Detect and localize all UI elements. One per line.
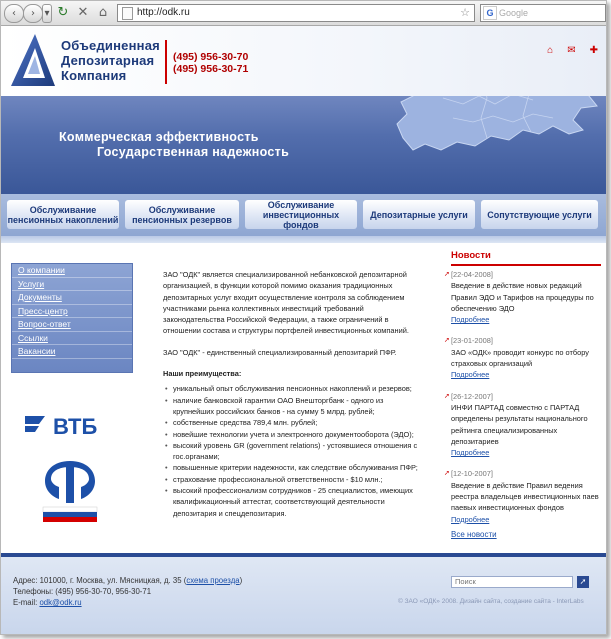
- reload-button[interactable]: [55, 4, 71, 21]
- news-item: [444, 269, 601, 325]
- bookmark-star-icon[interactable]: ☆: [460, 7, 470, 19]
- home-icon: ⌂: [98, 5, 108, 20]
- slogan: [59, 130, 289, 160]
- footer-phones: Телефоны: (495) 956-30-70, 956-30-71: [13, 587, 152, 596]
- copyright: © ЗАО «ОДК» 2008. Дизайн сайта, создание сайта - InterLabs: [398, 598, 584, 605]
- side-menu-item-faq[interactable]: Вопрос-ответ: [12, 318, 132, 332]
- news-more-link[interactable]: Подробнее: [451, 514, 490, 524]
- contact-info: [13, 575, 242, 608]
- arrow-icon: ➚: [579, 577, 587, 586]
- news-more-link[interactable]: Подробнее: [451, 370, 490, 380]
- news-text: Введение в действие новых редакций Правил ЭДО и Тарифов на процедуры по обеспечению ЭДО: [451, 281, 594, 313]
- nav-tab-label: Обслуживание пенсионных резервов: [132, 204, 232, 225]
- arrow-icon: ➚: [444, 392, 450, 400]
- address-bar[interactable]: [117, 4, 475, 22]
- side-menu-item-vacancies[interactable]: Вакансии: [12, 345, 132, 359]
- site-search-button[interactable]: [577, 576, 589, 588]
- side-menu-item-documents[interactable]: Документы: [12, 291, 132, 305]
- news-text: ЗАО «ОДК» проводит конкурс по отбору страховых организаций: [451, 347, 589, 369]
- forward-arrow-icon: ›: [31, 8, 35, 19]
- news-text: ИНФИ ПАРТАД совместно с ПАРТАД определены результаты национального рейтинга специализированных депозитариев: [451, 402, 588, 446]
- nav-tab-label: Сопутствующие услуги: [487, 209, 592, 220]
- nav-tab-label: Обслуживание инвестиционных фондов: [262, 199, 340, 230]
- web-search-placeholder: Google: [499, 8, 529, 18]
- side-menu-item-press[interactable]: Пресс-центр: [12, 305, 132, 319]
- russia-map-icon: [383, 96, 606, 178]
- history-dropdown-button[interactable]: [42, 4, 52, 23]
- pfr-note: ЗАО "ОДК" - единственный специализированный депозитарий ПФР.: [163, 347, 397, 357]
- close-icon: ✕: [77, 5, 89, 20]
- advantages-list: [163, 383, 421, 519]
- news-item: [444, 391, 601, 459]
- plus-icon[interactable]: ✚: [589, 45, 598, 56]
- site-footer: [1, 557, 606, 634]
- advantage-item: • высокий профессионализм сотрудников - 25 специалистов, имеющих квалификационный аттестат, соответствующий деятельности депозитария и спецдепозитария.: [173, 485, 421, 519]
- side-menu-item-services[interactable]: Услуги: [12, 278, 132, 292]
- all-news-link[interactable]: Все новости: [451, 530, 497, 539]
- home-icon[interactable]: ⌂: [547, 45, 554, 56]
- news-list: [444, 269, 601, 535]
- advantage-item: • страхование профессиональной ответственности - $10 млн.;: [173, 474, 421, 485]
- site-header: [1, 26, 606, 96]
- advantage-item: • наличие банковской гарантии ОАО Внешторгбанк - одного из крупнейших российских банков - на сумму 5 млрд. рублей;: [173, 395, 421, 418]
- hero-banner: [1, 96, 606, 194]
- main-navigation: [1, 194, 606, 236]
- nav-tab-investment-funds[interactable]: [245, 200, 357, 229]
- phone-number: (495) 956-30-71: [173, 63, 249, 75]
- email-label: E-mail:: [13, 598, 40, 607]
- side-menu: [11, 263, 133, 373]
- email-link[interactable]: odk@odk.ru: [39, 598, 82, 607]
- back-arrow-icon: ‹: [12, 8, 16, 19]
- nav-tab-pension-reserves[interactable]: [125, 200, 239, 229]
- news-date: [26-12-2007]: [451, 391, 493, 401]
- vtb-logo-icon[interactable]: [23, 406, 107, 442]
- side-menu-item-links[interactable]: Ссылки: [12, 332, 132, 346]
- email-line: [13, 597, 242, 608]
- home-button[interactable]: [95, 4, 111, 21]
- mail-icon[interactable]: ✉: [567, 45, 576, 56]
- logo-line: Объединенная: [61, 38, 160, 53]
- phone-number: (495) 956-30-70: [173, 51, 249, 63]
- stop-button[interactable]: [75, 4, 91, 21]
- arrow-icon: ➚: [444, 271, 450, 278]
- news-text: Введение в действие Правил ведения реестра владельцев инвестиционных паев паевых инвестиционных фондов: [451, 480, 599, 513]
- nav-tab-label: Обслуживание пенсионных накоплений: [7, 204, 119, 225]
- advantage-item: • новейшие технологии учета и электронного документооборота (ЭДО);: [173, 429, 421, 440]
- news-heading: Новости: [451, 248, 601, 266]
- back-button[interactable]: [4, 4, 24, 23]
- header-icons: [533, 45, 598, 56]
- news-more-link[interactable]: Подробнее: [451, 448, 490, 458]
- page-icon: [122, 7, 133, 20]
- site-search-input[interactable]: [451, 576, 573, 588]
- header-phones: [173, 51, 248, 75]
- pfr-logo-icon[interactable]: [39, 457, 101, 525]
- forward-button[interactable]: [23, 4, 43, 23]
- main-content: [163, 269, 421, 519]
- intro-paragraph: ЗАО "ОДК" является специализированной небанковской депозитарной организацией, в функции которой помимо оказания традиционных депозитарных услуг входит осуществление контроля за соблюдением участниками рынка коллективных инвестиций требований законодательства Российской Федерации, а также ограничений в отношении состава и структуры портфелей инвестиционных компаний.: [163, 270, 409, 336]
- odk-logo-icon[interactable]: [9, 32, 57, 90]
- slogan-line: Коммерческая эффективность: [59, 130, 259, 144]
- nav-tab-label: Депозитарные услуги: [370, 209, 468, 220]
- news-item: [444, 335, 601, 380]
- news-item: [444, 468, 601, 524]
- logo-text[interactable]: [61, 38, 160, 83]
- logo-line: Депозитарная: [61, 53, 155, 68]
- chevron-down-icon: ▾: [44, 8, 50, 19]
- browser-toolbar: [1, 1, 606, 26]
- google-icon: G: [483, 6, 497, 20]
- nav-tab-depository-services[interactable]: [363, 200, 475, 229]
- address-line: Адрес: 101000, г. Москва, ул. Мясницкая, д. 35 (схема проезда): [13, 576, 243, 585]
- news-date: [12-10-2007]: [451, 469, 493, 479]
- url-text: http://odk.ru: [137, 7, 190, 18]
- nav-tab-related-services[interactable]: [481, 200, 598, 229]
- slogan-line: Государственная надежность: [97, 145, 290, 159]
- news-date: [22-04-2008]: [451, 270, 493, 279]
- reload-icon: ↻: [57, 5, 69, 20]
- nav-underline: [1, 236, 606, 243]
- advantage-item: • высокий уровень GR (government relations) - устоявшиеся отношения с гос.органами;: [173, 440, 421, 463]
- vtb-logo-text: ВТБ: [53, 414, 98, 439]
- header-divider: [165, 40, 167, 84]
- arrow-icon: ➚: [444, 337, 450, 345]
- advantage-item: • уникальный опыт обслуживания пенсионных накоплений и резервов;: [173, 383, 421, 394]
- arrow-icon: ➚: [444, 470, 450, 478]
- logo-line: Компания: [61, 68, 127, 83]
- nav-tab-pension-savings[interactable]: [7, 200, 119, 229]
- advantages-heading: Наши преимущества:: [163, 369, 242, 379]
- web-search-box[interactable]: [480, 4, 606, 22]
- map-link[interactable]: схема проезда: [186, 576, 240, 585]
- news-date: [23-01-2008]: [451, 336, 493, 346]
- address-text: Адрес: 101000, г. Москва, ул. Мясницкая, д. 35: [13, 576, 182, 585]
- news-more-link[interactable]: Подробнее: [451, 315, 490, 325]
- side-menu-item-about[interactable]: О компании: [12, 264, 132, 278]
- advantage-item: • собственные средства 789,4 млн. рублей;: [173, 417, 421, 428]
- advantage-item: • повышенные критерии надежности, как следствие обслуживания ПФР;: [173, 462, 421, 473]
